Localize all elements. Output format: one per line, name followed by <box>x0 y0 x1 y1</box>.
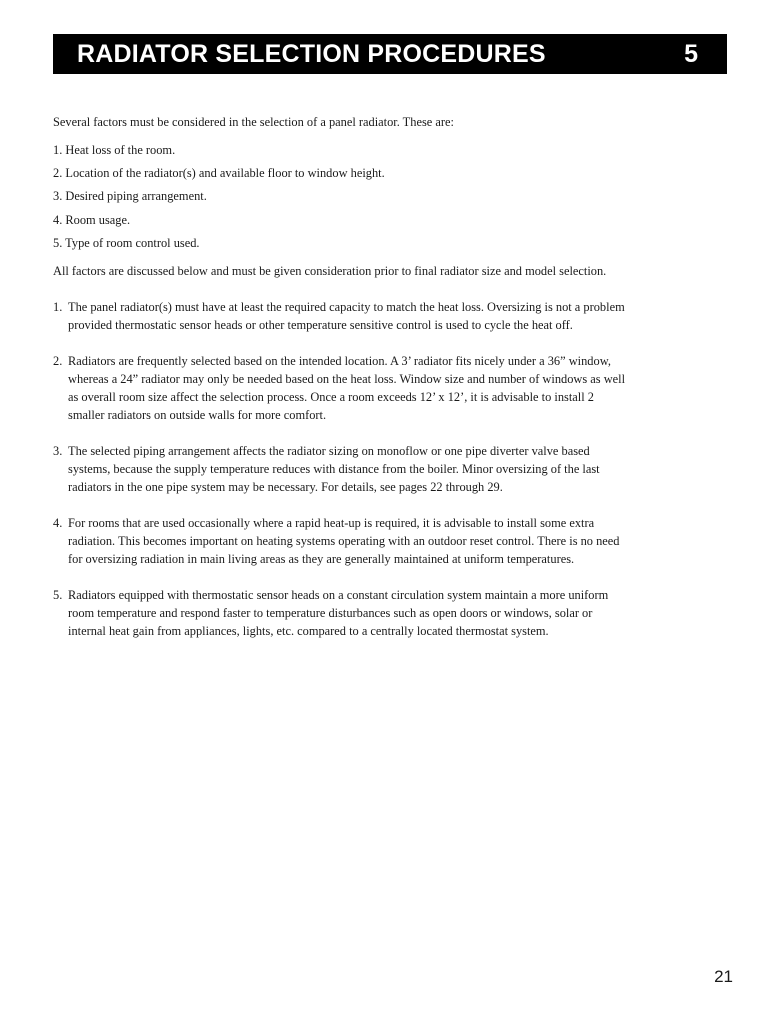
detail-text: The panel radiator(s) must have at least the required capacity to match the heat loss. Oversizing is not a problem provided thermostatic sensor heads or other temperature sensitive control is used to cycle the heat off. <box>68 299 625 332</box>
detail-item <box>53 514 633 568</box>
detail-item <box>53 298 633 334</box>
detail-text: Radiators are frequently selected based on the intended location. A 3’ radiator fits nicely under a 36” window, whereas a 24” radiator may only be needed based on the heat loss. Window size and number of windows as well as overall room size affect the selection process. Once a room exceeds 12’ x 12’, it is advisable to install 2 smaller radiators on outside walls for more comfort. <box>68 353 626 422</box>
factor-item: 2. Location of the radiator(s) and available floor to window height. <box>53 166 385 181</box>
detail-text: Radiators equipped with thermostatic sensor heads on a constant circulation system maintain a more uniform room temperature and respond faster to temperature disturbances such as open doors or windows, solar or internal heat gain from appliances, lights, etc. compared to a centrally located thermostat system. <box>68 587 609 638</box>
factor-list <box>53 141 633 252</box>
detail-item <box>53 352 633 424</box>
detail-number: 5. <box>53 587 63 602</box>
page-number: 21 <box>714 967 733 986</box>
summary-paragraph: All factors are discussed below and must be given consideration prior to final radiator size and model selection. <box>53 263 607 278</box>
section-title: RADIATOR SELECTION PROCEDURES <box>77 40 546 68</box>
factor-item: 4. Room usage. <box>53 212 131 227</box>
section-header-bar <box>53 34 727 74</box>
detail-number: 3. <box>53 443 63 458</box>
document-body <box>53 113 633 658</box>
detail-item <box>53 586 633 640</box>
detail-number: 2. <box>53 353 63 368</box>
detail-text: The selected piping arrangement affects the radiator sizing on monoflow or one pipe diverter valve based systems, because the supply temperature reduces with distance from the boiler. Minor oversizing of the last radiators in the one pipe system may be necessary. For details, see pages 22 through 29. <box>68 443 600 494</box>
factor-item: 5. Type of room control used. <box>53 235 200 250</box>
detail-item <box>53 442 633 496</box>
factor-item: 3. Desired piping arrangement. <box>53 189 207 204</box>
detail-list <box>53 298 633 640</box>
detail-number: 1. <box>53 299 63 314</box>
chapter-number: 5 <box>684 40 698 68</box>
detail-number: 4. <box>53 515 63 530</box>
factor-item: 1. Heat loss of the room. <box>53 143 176 157</box>
intro-paragraph: Several factors must be considered in the selection of a panel radiator. These are: <box>53 115 454 129</box>
detail-text: For rooms that are used occasionally where a rapid heat-up is required, it is advisable to install some extra radiation. This becomes important on heating systems operating with an outdoor reset control. There is no need for oversizing radiation in main living areas as they are generally maintained at uniform temperatures. <box>68 515 620 566</box>
